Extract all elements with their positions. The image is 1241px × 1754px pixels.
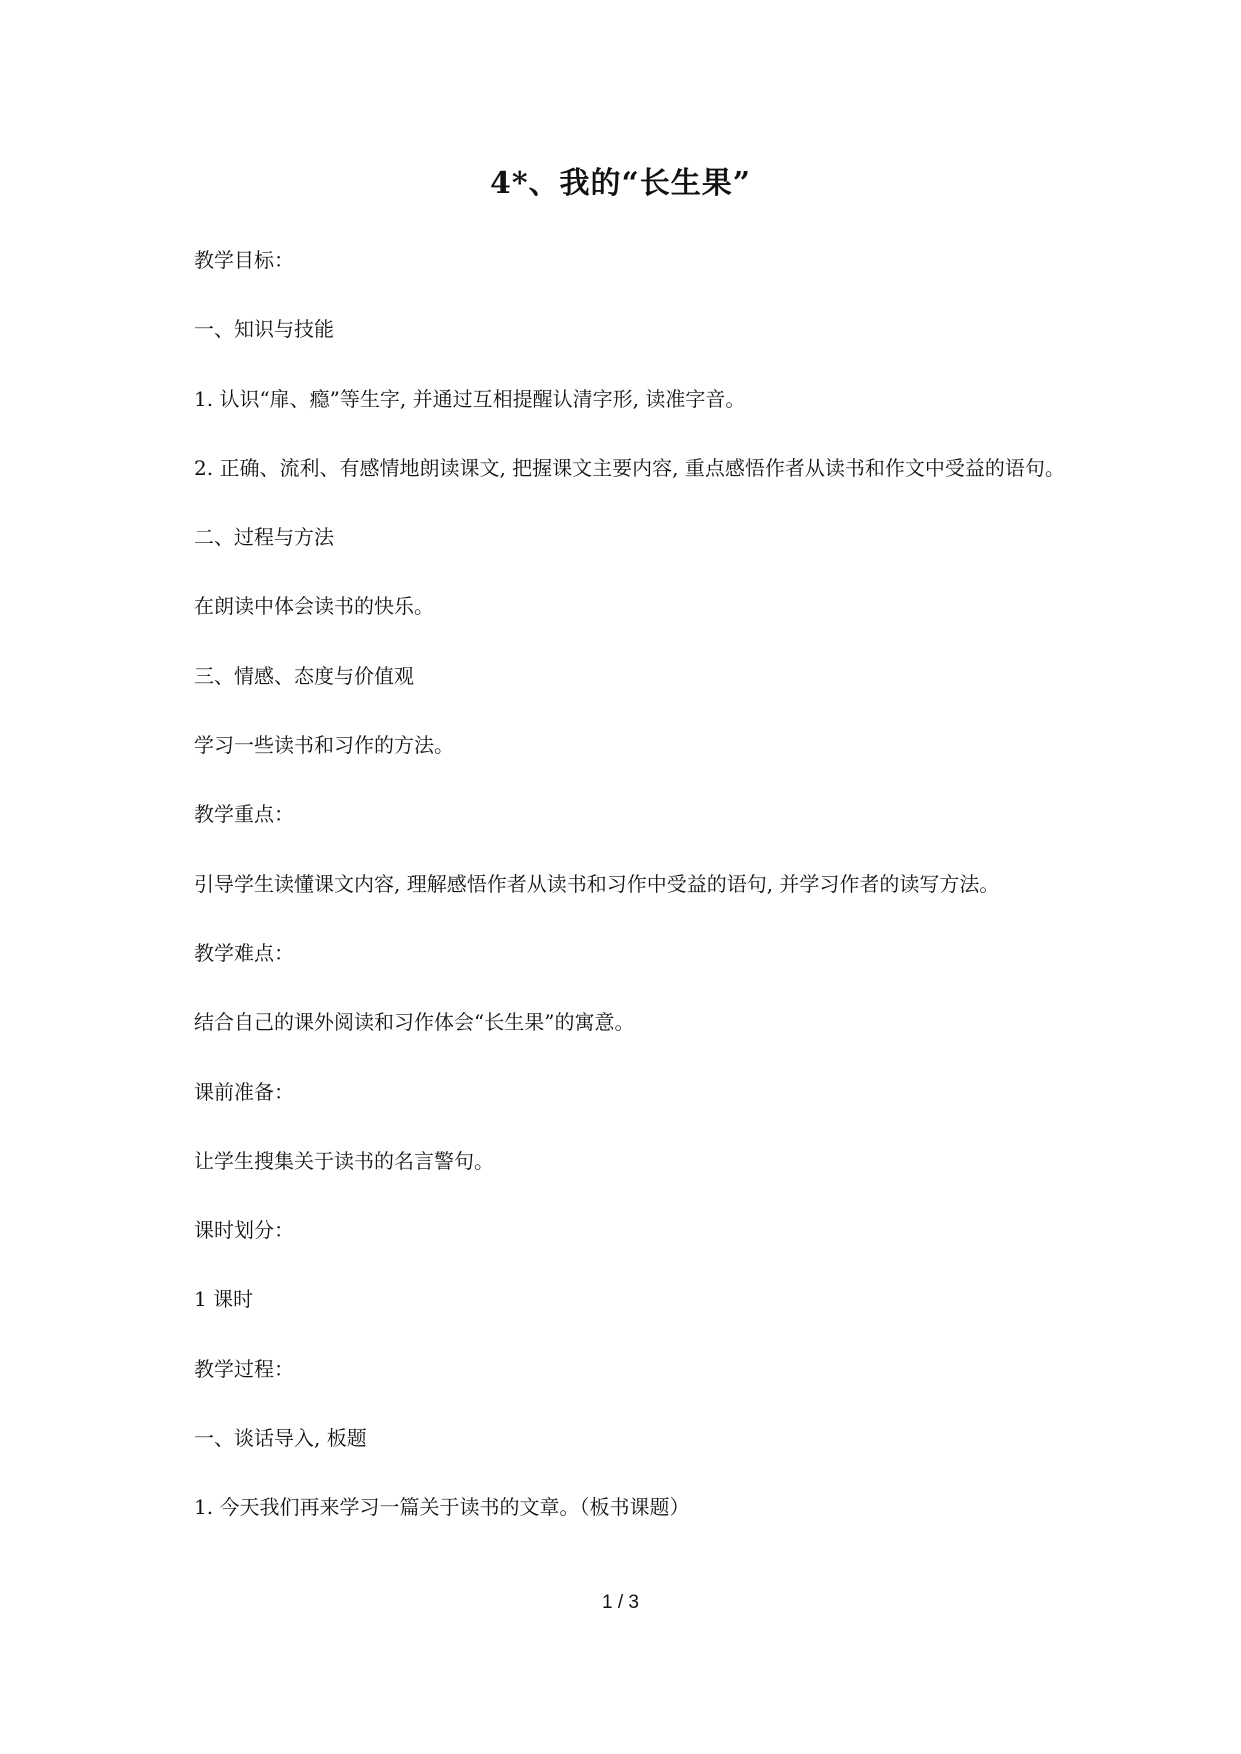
- paragraph-schedule-heading: 课时划分：: [194, 1218, 294, 1243]
- page-number: 1 / 3: [602, 1592, 639, 1613]
- document-body: [194, 245, 1154, 1562]
- paragraph-process-methods: 二、过程与方法: [194, 525, 334, 550]
- document-title: 4*、我的“长生果”: [489, 166, 752, 201]
- paragraph-item-1: 1. 认识“扉、瘾”等生字, 并通过互相提醒认清字形, 读准字音。: [194, 386, 746, 411]
- paragraph-preparation-heading: 课前准备：: [194, 1079, 294, 1104]
- paragraph-learning-methods: 学习一些读书和习作的方法。: [194, 733, 454, 758]
- paragraph-schedule: 1 课时: [194, 1287, 254, 1312]
- paragraph-intro-item-1: 1. 今天我们再来学习一篇关于读书的文章。（板书课题）: [194, 1495, 690, 1520]
- paragraph-difficulties-heading: 教学难点：: [194, 940, 294, 965]
- paragraph-preparation: 让学生搜集关于读书的名言警句。: [194, 1148, 494, 1173]
- paragraph-key-points: 引导学生读懂课文内容, 理解感悟作者从读书和习作中受益的语句, 并学习作者的读写方法。: [194, 871, 1000, 896]
- paragraph-difficulties: 结合自己的课外阅读和习作体会“长生果”的寓意。: [194, 1010, 635, 1035]
- paragraph-process-heading: 教学过程：: [194, 1356, 294, 1381]
- paragraph-knowledge-skills: 一、知识与技能: [194, 317, 334, 342]
- paragraph-item-2: 2. 正确、流利、有感情地朗读课文, 把握课文主要内容, 重点感悟作者从读书和作文中受益的语句。: [194, 455, 1065, 480]
- paragraph-emotion-attitude: 三、情感、态度与价值观: [194, 663, 414, 688]
- paragraph-intro-section: 一、谈话导入, 板题: [194, 1426, 367, 1451]
- paragraph-teaching-objectives: 教学目标：: [194, 248, 294, 272]
- paragraph-key-points-heading: 教学重点：: [194, 802, 294, 827]
- paragraph-reading-joy: 在朗读中体会读书的快乐。: [194, 594, 434, 619]
